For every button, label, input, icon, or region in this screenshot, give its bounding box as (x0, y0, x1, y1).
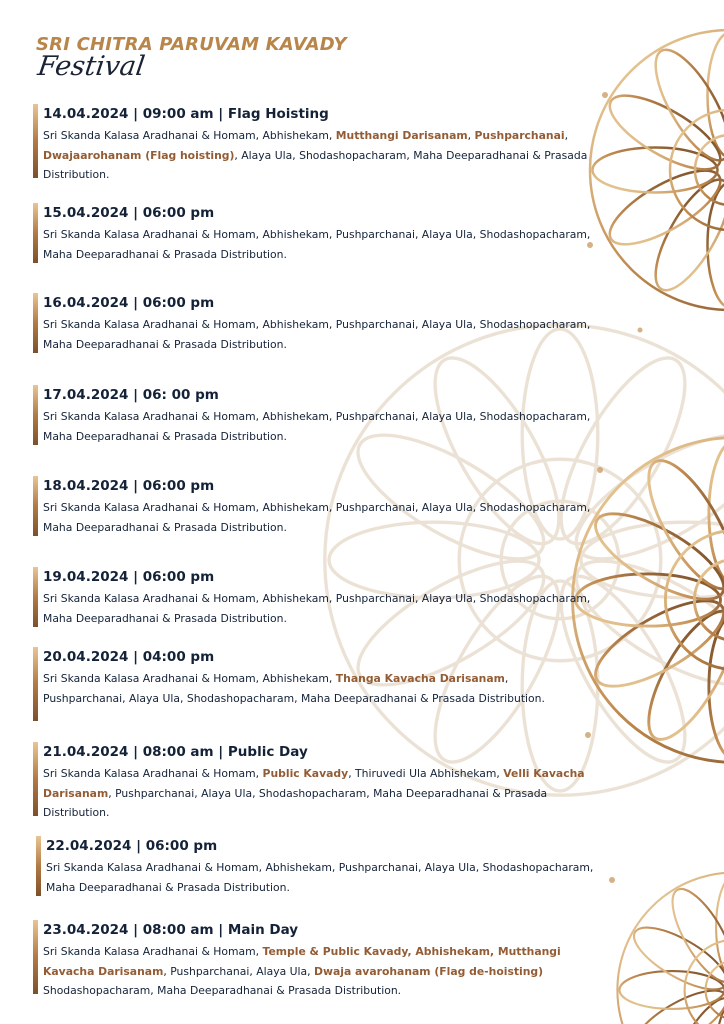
ritual-text: , Pushparchanai, Alaya Ula, Shodashopacharam, Maha Deeparadhanai & Prasada Distribution. (43, 672, 545, 705)
ritual-text: , Pushparchanai, Alaya Ula, (163, 964, 315, 978)
ritual-text: Sri Skanda Kalasa Aradhanai & Homam, Abhishekam, Pushparchanai, Alaya Ula, Shodashopacharam, Maha Deeparadhanai & Prasada Distribution. (46, 861, 594, 894)
ritual-highlight: Dwajaarohanam (Flag hoisting) (43, 148, 235, 162)
event-item (33, 647, 593, 721)
event-description (43, 225, 593, 264)
event-heading: 17.04.2024 | 06: 00 pm (43, 387, 219, 403)
ritual-text: Sri Skanda Kalasa Aradhanai & Homam, Abhishekam, Pushparchanai, Alaya Ula, Shodashopacharam, Maha Deeparadhanai & Prasada Distribution. (43, 592, 591, 625)
event-accent-bar (33, 647, 38, 721)
event-heading: 19.04.2024 | 06:00 pm (43, 569, 215, 585)
ritual-text: Sri Skanda Kalasa Aradhanai & Homam, Abhishekam, Pushparchanai, Alaya Ula, Shodashopacharam, Maha Deeparadhanai & Prasada Distribution. (43, 228, 591, 261)
ritual-highlight: Thanga Kavacha Darisanam (335, 672, 505, 685)
ritual-highlight: Mutthangi Darisanam (335, 129, 468, 142)
ritual-text: , Pushparchanai, Alaya Ula, Shodashopacharam, Maha Deeparadhanai & Prasada Distribution. (43, 786, 548, 819)
event-heading: 15.04.2024 | 06:00 pm (43, 205, 215, 221)
event-accent-bar (33, 476, 38, 536)
event-item (33, 293, 593, 353)
ritual-text: Sri Skanda Kalasa Aradhanai & Homam, Abhishekam, Pushparchanai, Alaya Ula, Shodashopacharam, Maha Deeparadhanai & Prasada Distribution. (43, 410, 591, 443)
event-description (43, 315, 593, 354)
festival-title: SRI CHITRA PARUVAM KAVADY (36, 34, 347, 55)
event-description (43, 589, 593, 628)
event-heading: 14.04.2024 | 09:00 am | Flag Hoisting (43, 106, 329, 122)
event-description (43, 764, 593, 823)
event-heading: 21.04.2024 | 08:00 am | Public Day (43, 744, 308, 760)
event-heading: 22.04.2024 | 06:00 pm (46, 838, 218, 854)
event-accent-bar (33, 567, 38, 627)
event-item (33, 567, 593, 627)
event-heading: 20.04.2024 | 04:00 pm (43, 649, 215, 665)
event-item (33, 104, 593, 181)
ritual-text: Shodashopacharam, Maha Deeparadhanai & Prasada Distribution. (43, 984, 402, 997)
event-description (46, 858, 596, 897)
event-item (33, 920, 593, 997)
ritual-text: , Alaya Ula, Shodashopacharam, Maha Deeparadhanai & Prasada Distribution. (43, 148, 588, 181)
ritual-highlight: Dwaja avarohanam (Flag de-hoisting) (314, 964, 544, 978)
event-accent-bar (33, 742, 38, 816)
event-description (43, 498, 593, 537)
event-accent-bar (33, 203, 38, 263)
event-accent-bar (36, 836, 41, 896)
header (36, 34, 347, 82)
event-item (33, 476, 593, 536)
event-accent-bar (33, 385, 38, 445)
ritual-text: Sri Skanda Kalasa Aradhanai & Homam, (43, 767, 263, 780)
ritual-text: , Thiruvedi Ula Abhishekam, (348, 767, 504, 780)
ritual-highlight: Public Kavady (262, 767, 349, 780)
event-description (43, 126, 593, 185)
event-accent-bar (33, 920, 38, 994)
ritual-text: Sri Skanda Kalasa Aradhanai & Homam, (43, 945, 263, 958)
event-heading: 18.04.2024 | 06:00 pm (43, 478, 215, 494)
ritual-text: , (467, 129, 475, 142)
event-item (33, 742, 593, 819)
event-description (43, 669, 593, 708)
event-item (36, 836, 596, 896)
event-description (43, 942, 593, 1001)
festival-subtitle: Festival (35, 51, 147, 82)
ritual-text: Sri Skanda Kalasa Aradhanai & Homam, Abhishekam, Pushparchanai, Alaya Ula, Shodashopacharam, Maha Deeparadhanai & Prasada Distribution. (43, 318, 591, 351)
ritual-text: Sri Skanda Kalasa Aradhanai & Homam, Abhishekam, (43, 672, 336, 685)
event-accent-bar (33, 293, 38, 353)
event-accent-bar (33, 104, 38, 178)
ritual-highlight: Pushparchanai (474, 129, 565, 142)
ritual-text: Sri Skanda Kalasa Aradhanai & Homam, Abhishekam, (43, 129, 336, 142)
ritual-text: , (564, 129, 569, 142)
ritual-highlight: Velli Kavacha Darisanam (43, 767, 585, 800)
event-description (43, 407, 593, 446)
event-heading: 16.04.2024 | 06:00 pm (43, 295, 215, 311)
event-item (33, 203, 593, 263)
ritual-text: Sri Skanda Kalasa Aradhanai & Homam, Abhishekam, Pushparchanai, Alaya Ula, Shodashopacharam, Maha Deeparadhanai & Prasada Distribution. (43, 501, 591, 534)
ritual-highlight: Temple & Public Kavady, Abhishekam, Mutthangi Kavacha Darisanam (43, 945, 561, 978)
event-heading: 23.04.2024 | 08:00 am | Main Day (43, 922, 299, 938)
event-item (33, 385, 593, 445)
